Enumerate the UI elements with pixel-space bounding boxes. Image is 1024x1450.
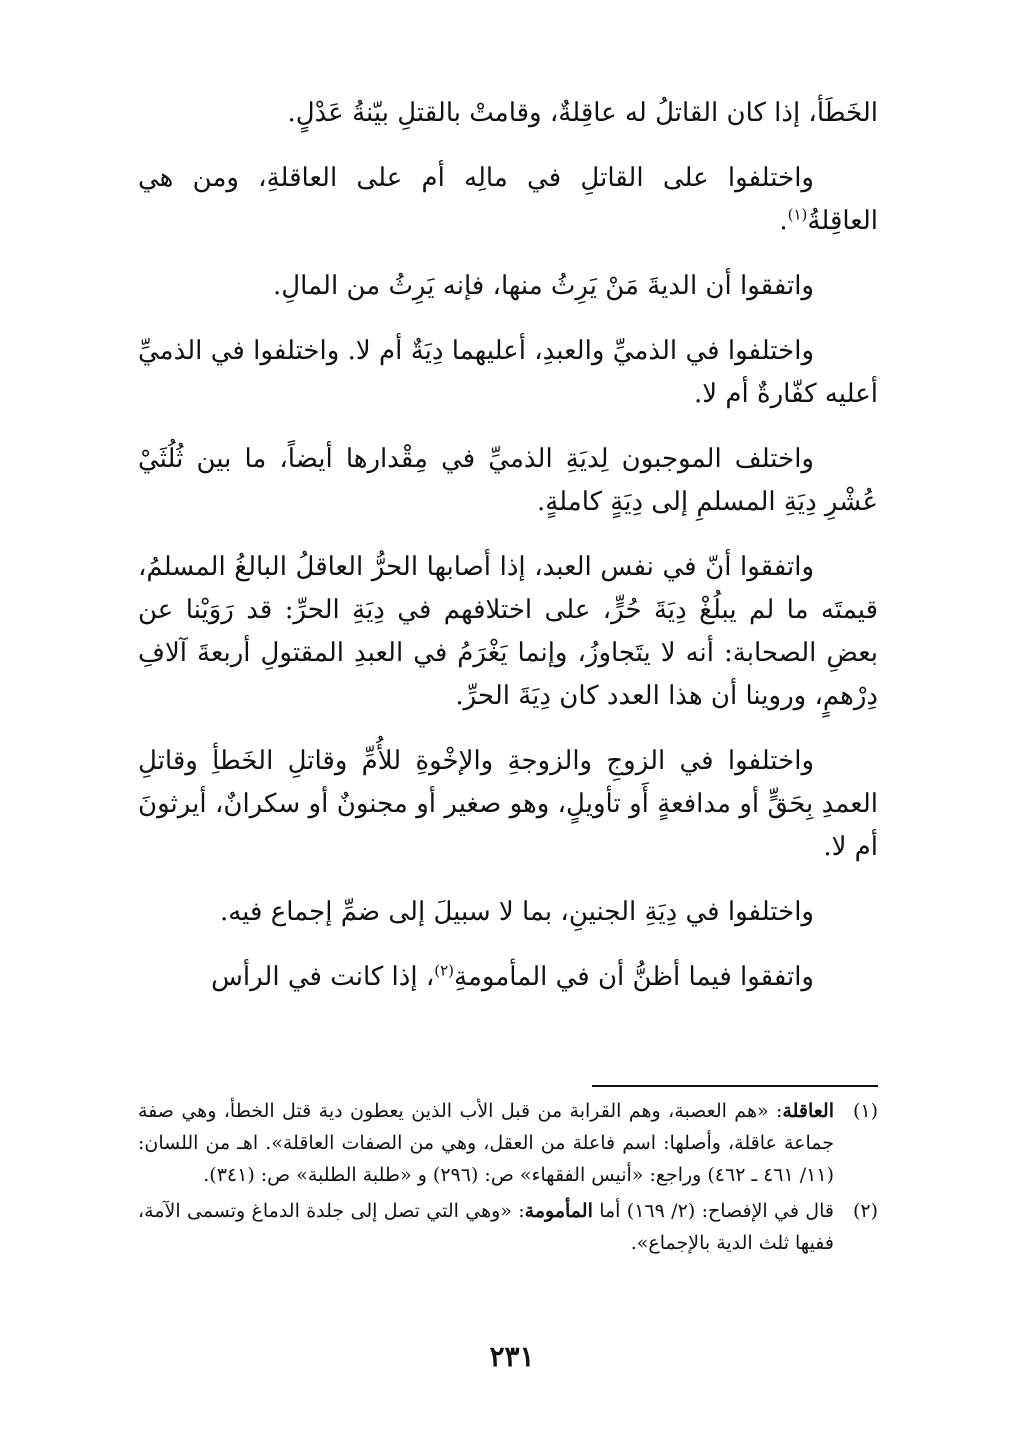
footnote-term: العاقلة — [782, 1100, 834, 1122]
page-number: ٢٣١ — [489, 1340, 535, 1373]
paragraph-5 — [138, 438, 878, 524]
footnote-text: : «وهي التي تصل إلى جلدة الدماغ وتسمى الآمة، ففيها ثلث الدية بالإجماع». — [138, 1200, 834, 1254]
paragraph-text: واتفقوا أنّ في نفس العبد، إذا أصابها الحرُّ العاقلُ البالغُ المسلمُ، قيمتَه ما لم يبلُغْ دِيَةَ حُرٍّ، على اختلافهم في دِيَةِ الحرِّ: قد رَوَيْنا عن بعضِ الصحابة: أنه لا يتَجاوزُ، وإنما يَغْرَمُ في العبدِ المقتولِ أربعةَ آلافِ دِرْهمٍ، وروينا أن هذا العدد كان دِيَةَ الحرِّ. — [138, 552, 878, 711]
footnote-marker-1[interactable]: (١) — [787, 205, 808, 224]
paragraph-text: واتفقوا أن الديةَ مَنْ يَرِثُ منها، فإنه يَرِثُ من المالِ. — [272, 271, 814, 301]
paragraph-4 — [138, 330, 878, 416]
paragraph-3 — [138, 265, 878, 308]
paragraph-6 — [138, 546, 878, 718]
paragraph-text: واختلفوا في الذميِّ والعبدِ، أعليهما دِيَةٌ أم لا. واختلفوا في الذميِّ أعليه كفّارةٌ أم لا. — [138, 336, 878, 409]
paragraph-8 — [138, 891, 878, 934]
paragraph-text: الخَطَأ، إذا كان القاتلُ له عاقِلةٌ، وقامتْ بالقتلِ بيّنةُ عَدْلٍ. — [287, 98, 878, 128]
footnote-number: (١) — [852, 1100, 878, 1122]
paragraph-tail: . — [779, 206, 788, 236]
paragraph-7 — [138, 740, 878, 869]
footnote-lead: قال في الإفصاح: (٢/ ١٦٩) أما — [592, 1200, 834, 1222]
paragraph-1 — [138, 92, 878, 135]
footnote-2 — [138, 1195, 878, 1259]
paragraph-text: واختلفوا في دِيَةِ الجنينِ، بما لا سبيلَ إلى ضمِّ إجماع فيه. — [219, 897, 814, 927]
footnote-1 — [138, 1095, 878, 1191]
paragraph-9 — [138, 956, 878, 999]
footnote-body — [138, 1195, 834, 1259]
paragraph-text: واختلف الموجبون لِديَةِ الذميِّ في مِقْدارها أيضاً، ما بين ثُلُثَيْ عُشْرِ دِيَةِ المسلمِ إلى دِيَةٍ كاملةٍ. — [138, 444, 878, 517]
footnote-term: المأمومة — [524, 1200, 593, 1222]
footnote-number: (٢) — [852, 1200, 878, 1222]
footnote-marker-2[interactable]: (٢) — [434, 961, 455, 980]
footnote-text: : «هم العصبة، وهم القرابة من قبل الأب الذين يعطون دية قتل الخطأ، وهي صفة جماعة عاقلة، وأصلها: اسم فاعلة من العقل، وهي من الصفات العاقلة». اهـ من اللسان: (١١/ ٤٦١ ـ ٤٦٢) وراجع: «أنيس الفقهاء» ص: (٢٩٦) و «طلبة الطلبة» ص: (٣٤١). — [138, 1100, 834, 1186]
footnotes — [138, 1095, 878, 1263]
footnote-separator — [592, 1085, 878, 1087]
paragraph-text: واتفقوا فيما أظنُّ أن في المأمومةِ — [454, 962, 814, 992]
paragraph-text: واختلفوا في الزوجِ والزوجةِ والإخْوةِ للأُمِّ وقاتلِ الخَطأِ وقاتلِ العمدِ بِحَقٍّ أو مدافعةٍ أَو تأويلٍ، وهو صغير أو مجنونٌ أو سكرانٌ، أيرثونَ أم لا. — [138, 746, 878, 862]
footnote-body — [138, 1095, 834, 1191]
main-text — [138, 92, 878, 1021]
paragraph-2 — [138, 157, 878, 243]
paragraph-tail: ، إذا كانت في الرأس — [211, 962, 435, 992]
paragraph-text: واختلفوا على القاتلِ في مالِه أم على العاقلةِ، ومن هي العاقِلةُ — [138, 163, 878, 236]
